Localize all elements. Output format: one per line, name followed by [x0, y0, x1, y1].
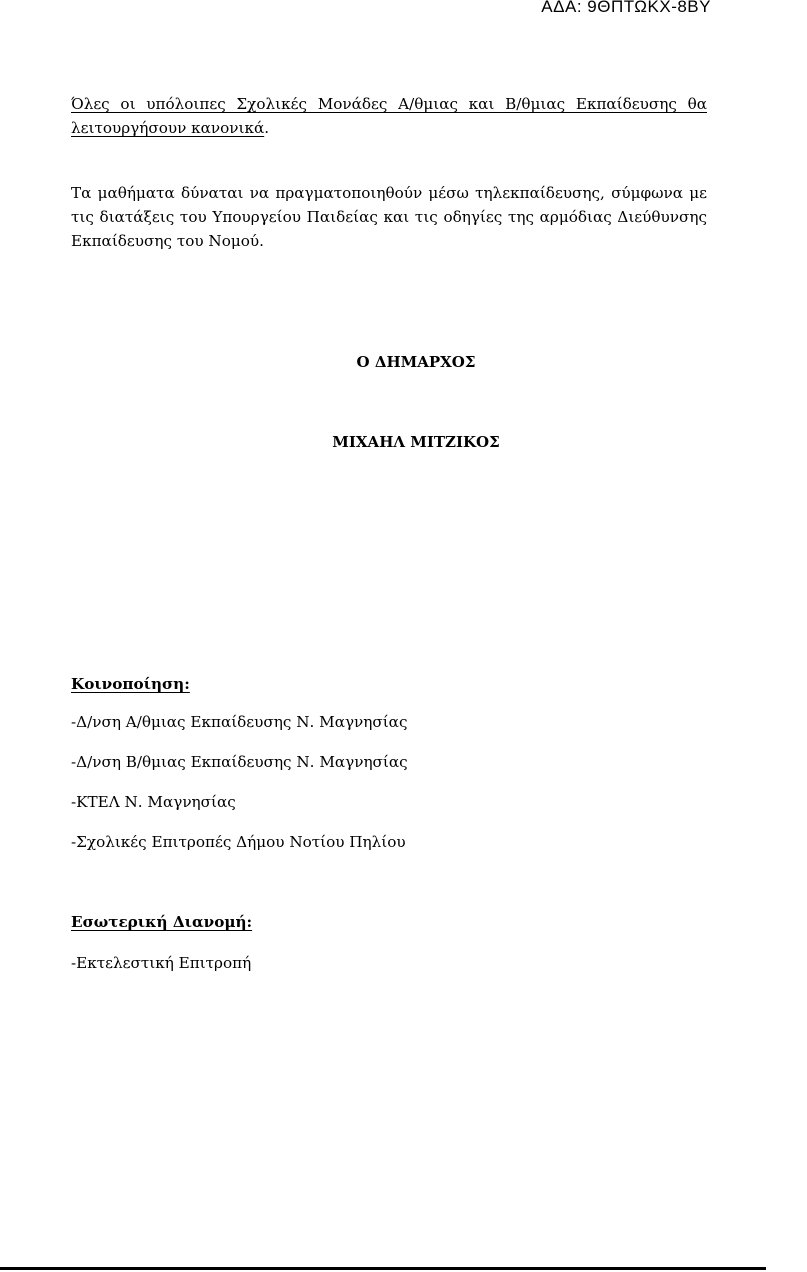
- list-item: -ΚΤΕΛ Ν. Μαγνησίας: [71, 793, 236, 811]
- paragraph-remote-learning: Τα μαθήματα δύναται να πραγματοποιηθούν μέσω τηλεκπαίδευσης, σύμφωνα με τις διατάξεις του Υπουργείου Παιδείας και τις οδηγίες της αρμόδιας Διεύθυνσης Εκπαίδευσης του Νομού.: [71, 184, 707, 250]
- notification-heading: Κοινοποίηση:: [71, 675, 190, 693]
- notification-list: [71, 712, 408, 872]
- paragraph-underlined-text: Όλες οι υπόλοιπες Σχολικές Μονάδες Α/θμιας και Β/θμιας Εκπαίδευσης θα λειτουργήσουν κανονικά: [71, 95, 707, 137]
- list-item: -Δ/νση Β/θμιας Εκπαίδευσης Ν. Μαγνησίας: [71, 753, 408, 771]
- list-item: -Εκτελεστική Επιτροπή: [71, 954, 252, 972]
- list-item: -Δ/νση Α/θμιας Εκπαίδευσης Ν. Μαγνησίας: [71, 713, 408, 731]
- bottom-divider: [0, 1267, 766, 1270]
- ada-code: ΑΔΑ: 9ΘΠΤΩΚΧ-8ΒΥ: [541, 0, 711, 16]
- paragraph-period: .: [264, 119, 270, 137]
- internal-distribution-heading: Εσωτερική Διανομή:: [71, 913, 253, 931]
- list-item: -Σχολικές Επιτροπές Δήμου Νοτίου Πηλίου: [71, 833, 406, 851]
- paragraph-schools-operate: [71, 92, 707, 140]
- signature-name: ΜΙΧΑΗΛ ΜΙΤΖΙΚΟΣ: [332, 433, 500, 451]
- internal-distribution-list: [71, 953, 251, 993]
- signature-title: Ο ΔΗΜΑΡΧΟΣ: [356, 353, 476, 371]
